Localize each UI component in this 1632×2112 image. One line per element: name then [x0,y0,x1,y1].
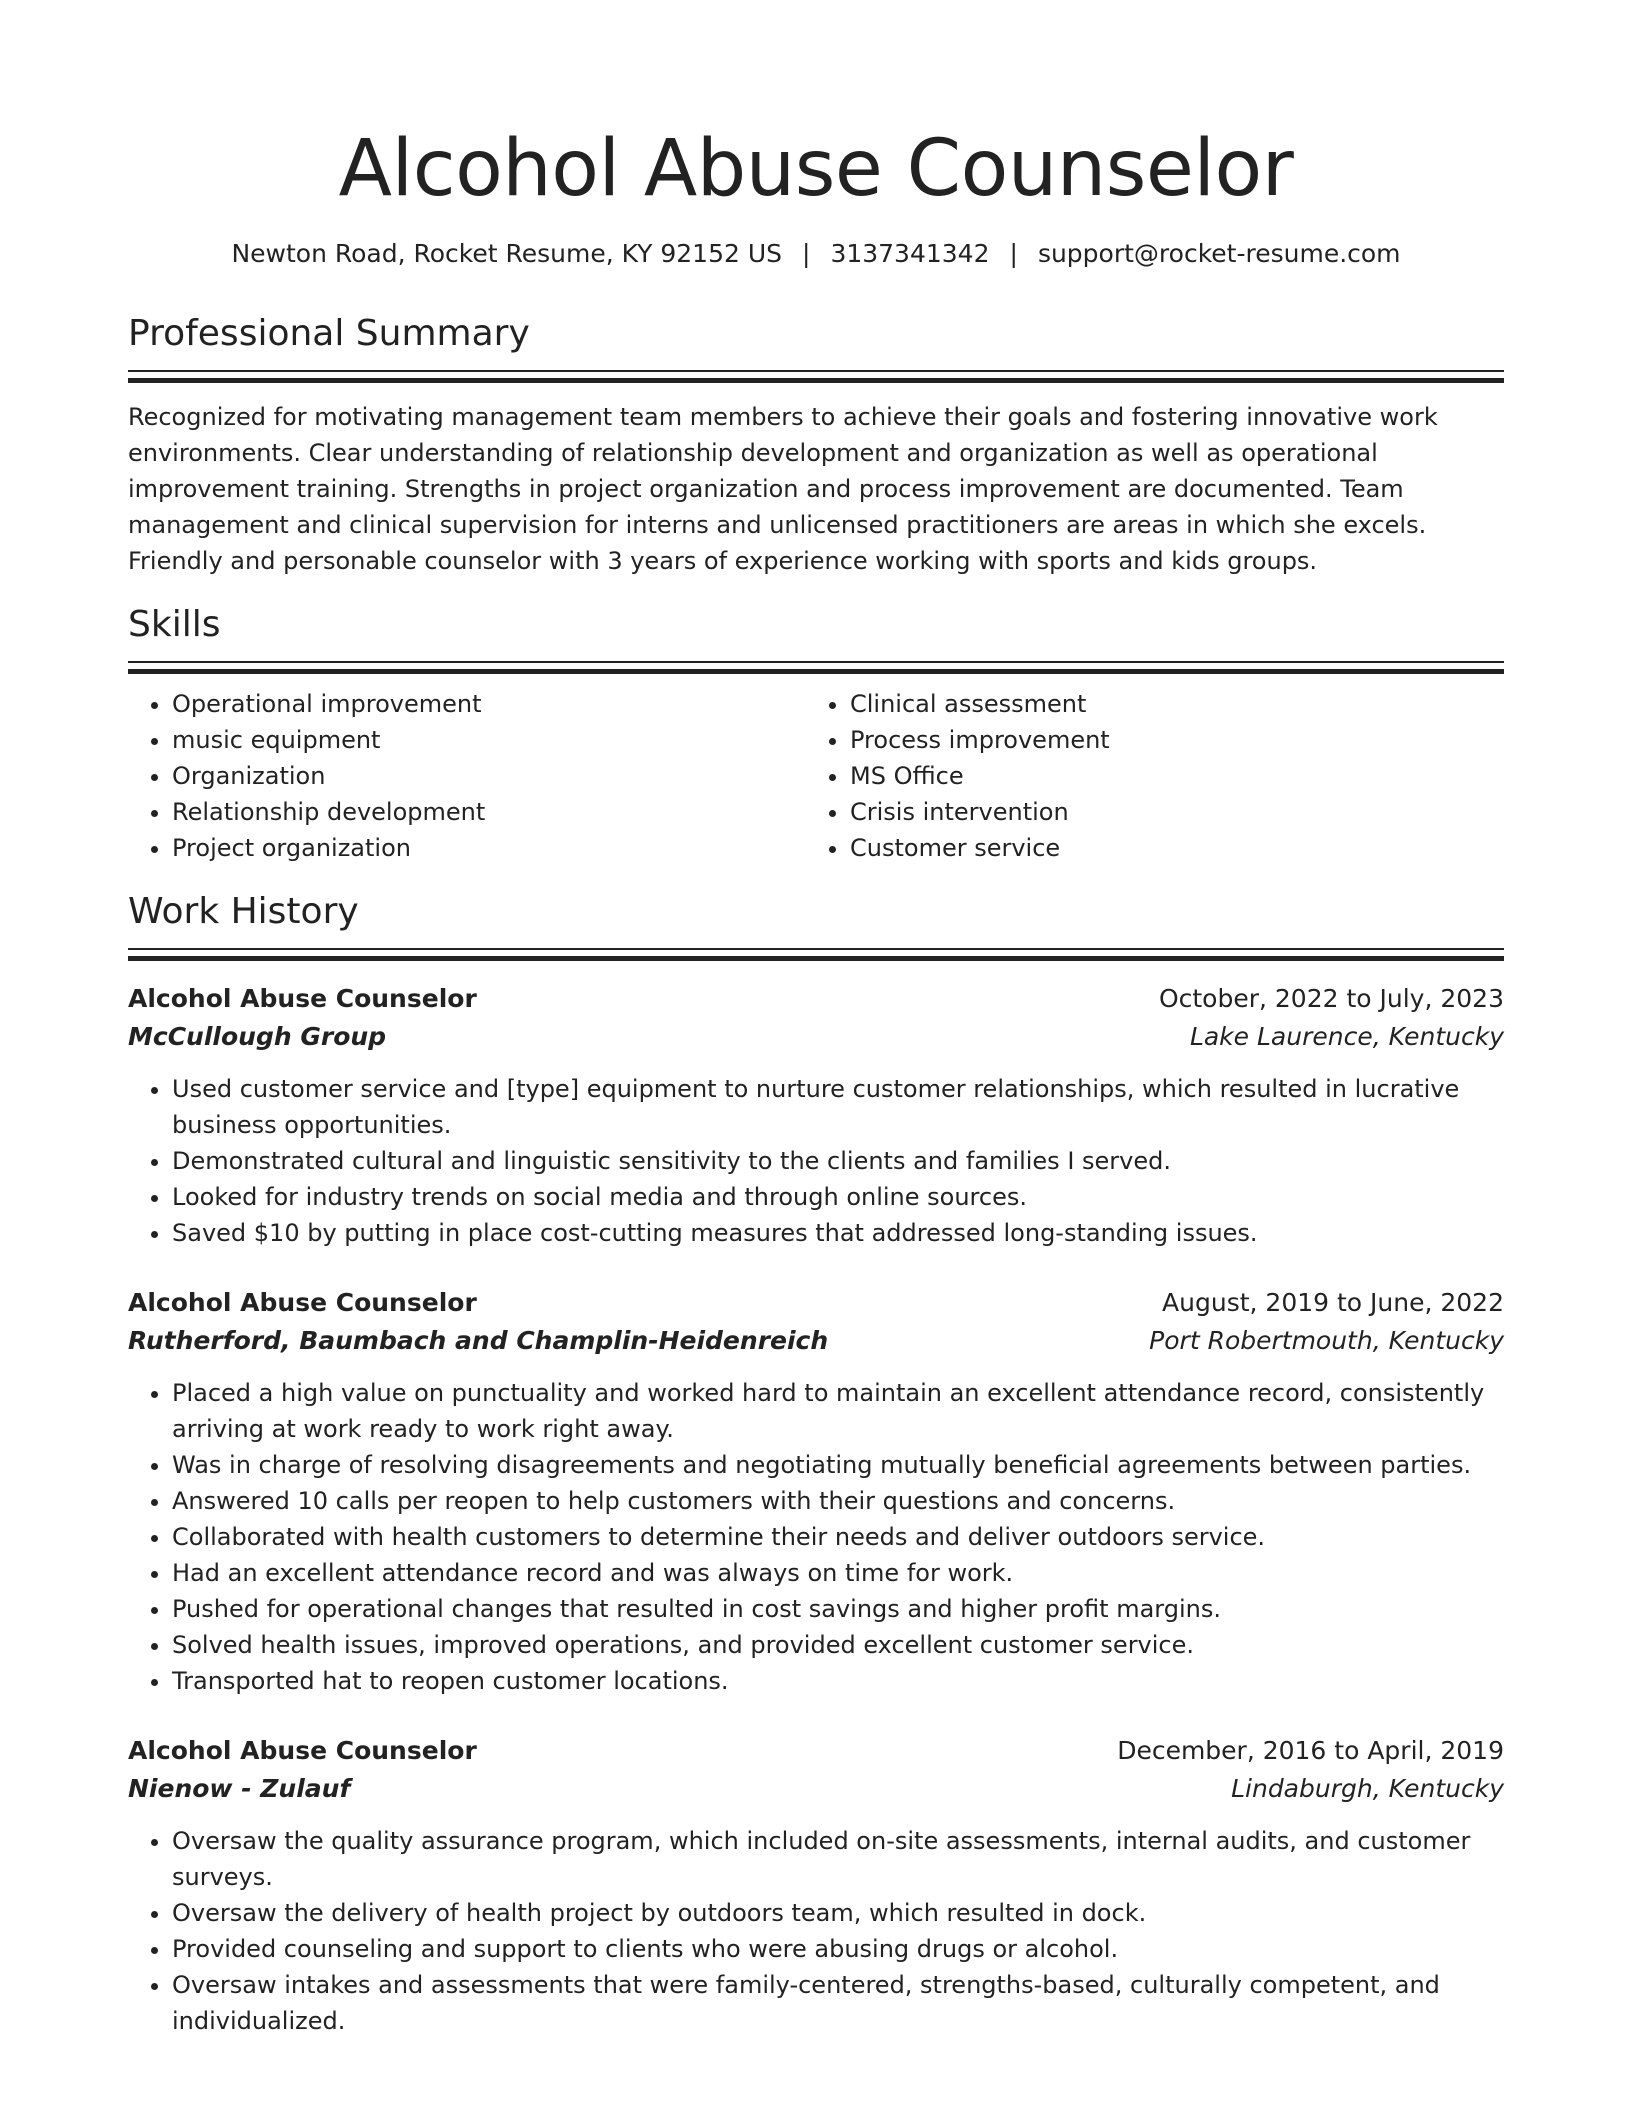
work-history-heading: Work History [128,891,359,932]
job-location: Port Robertmouth, Kentucky [1149,1326,1504,1355]
job-bullet: • Had an excellent attendance record and was always on time for work. [172,1555,1504,1591]
job-entry [128,1733,1504,2039]
summary-text: Recognized for motivating management team members to achieve their goals and fostering innovative work environments. Clear understanding of relationship development and organization as well as operational improvement training. Strengths in project organization and process improvement are documented. Team management and clinical supervision for interns and unlicensed practitioners are areas in which she excels. Friendly and personable counselor with 3 years of experience working with sports and kids groups. [128,403,1438,575]
job-dates: October, 2022 to July, 2023 [1158,984,1504,1013]
job-bullet: • Collaborated with health customers to determine their needs and deliver outdoors service. [172,1519,1504,1555]
job-bullet: • Placed a high value on punctuality and worked hard to maintain an excellent attendance record, consistently arriving at work ready to work right away. [172,1375,1504,1447]
job-header [128,1733,1504,1769]
job-title: Alcohol Abuse Counselor [128,1288,477,1317]
section-divider [128,661,1504,674]
skill-item: • Relationship development [172,794,806,830]
job-bullet: • Transported hat to reopen customer locations. [172,1663,1504,1699]
skills-list-right [806,686,1484,866]
skills-columns [128,686,1504,866]
job-entry [128,1285,1504,1699]
resume-name: Alcohol Abuse Counselor [338,124,1294,214]
contact-separator: | [1009,239,1018,268]
job-dates: August, 2019 to June, 2022 [1162,1288,1504,1317]
job-location: Lake Laurence, Kentucky [1189,1022,1504,1051]
skills-section [128,603,1504,866]
job-bullet: • Solved health issues, improved operations, and provided excellent customer service. [172,1627,1504,1663]
job-title: Alcohol Abuse Counselor [128,1736,477,1765]
job-bullets [128,1071,1504,1251]
job-subheader [128,1323,1504,1359]
job-header [128,981,1504,1017]
contact-email[interactable]: support@rocket-resume.com [1037,239,1401,268]
skill-item: • Project organization [172,830,806,866]
job-subheader [128,1771,1504,1807]
job-bullet: • Saved $10 by putting in place cost-cutting measures that addressed long-standing issues. [172,1215,1504,1251]
job-bullet: • Used customer service and [type] equipment to nurture customer relationships, which resulted in lucrative business opportunities. [172,1071,1504,1143]
job-title: Alcohol Abuse Counselor [128,984,477,1013]
skill-item: • Operational improvement [172,686,806,722]
section-divider [128,370,1504,383]
work-history-section [128,890,1504,2039]
summary-section [128,312,1504,579]
job-bullet: • Looked for industry trends on social media and through online sources. [172,1179,1504,1215]
contact-phone[interactable]: 3137341342 [830,239,990,268]
skill-item: • Clinical assessment [850,686,1484,722]
skills-heading: Skills [128,604,221,645]
job-header [128,1285,1504,1321]
job-entry [128,981,1504,1251]
skill-item: • music equipment [172,722,806,758]
job-company: McCullough Group [128,1022,387,1051]
job-bullet: • Pushed for operational changes that resulted in cost savings and higher profit margins. [172,1591,1504,1627]
job-bullet: • Was in charge of resolving disagreements and negotiating mutually beneficial agreements between parties. [172,1447,1504,1483]
job-bullet: • Answered 10 calls per reopen to help customers with their questions and concerns. [172,1483,1504,1519]
job-location: Lindaburgh, Kentucky [1231,1774,1504,1803]
skill-item: • Customer service [850,830,1484,866]
job-subheader [128,1019,1504,1055]
job-bullet: • Provided counseling and support to clients who were abusing drugs or alcohol. [172,1931,1504,1967]
contact-separator: | [802,239,811,268]
job-dates: December, 2016 to April, 2019 [1117,1736,1504,1765]
contact-address: Newton Road, Rocket Resume, KY 92152 US [231,239,782,268]
skills-list-left [128,686,806,866]
job-bullet: • Oversaw the delivery of health project by outdoors team, which resulted in dock. [172,1895,1504,1931]
job-company: Rutherford, Baumbach and Champlin-Heidenreich [128,1326,829,1355]
job-bullet: • Demonstrated cultural and linguistic sensitivity to the clients and families I served. [172,1143,1504,1179]
job-company: Nienow - Zulauf [128,1774,351,1803]
skill-item: • Crisis intervention [850,794,1484,830]
job-bullet: • Oversaw intakes and assessments that were family-centered, strengths-based, culturally competent, and individualized. [172,1967,1504,2039]
skill-item: • Organization [172,758,806,794]
job-bullets [128,1375,1504,1699]
summary-heading: Professional Summary [128,313,530,354]
job-bullet: • Oversaw the quality assurance program, which included on-site assessments, internal audits, and customer surveys. [172,1823,1504,1895]
skill-item: • Process improvement [850,722,1484,758]
job-bullets [128,1823,1504,2039]
resume-page [128,0,1504,2039]
section-divider [128,948,1504,961]
contact-line [128,238,1504,270]
skill-item: • MS Office [850,758,1484,794]
